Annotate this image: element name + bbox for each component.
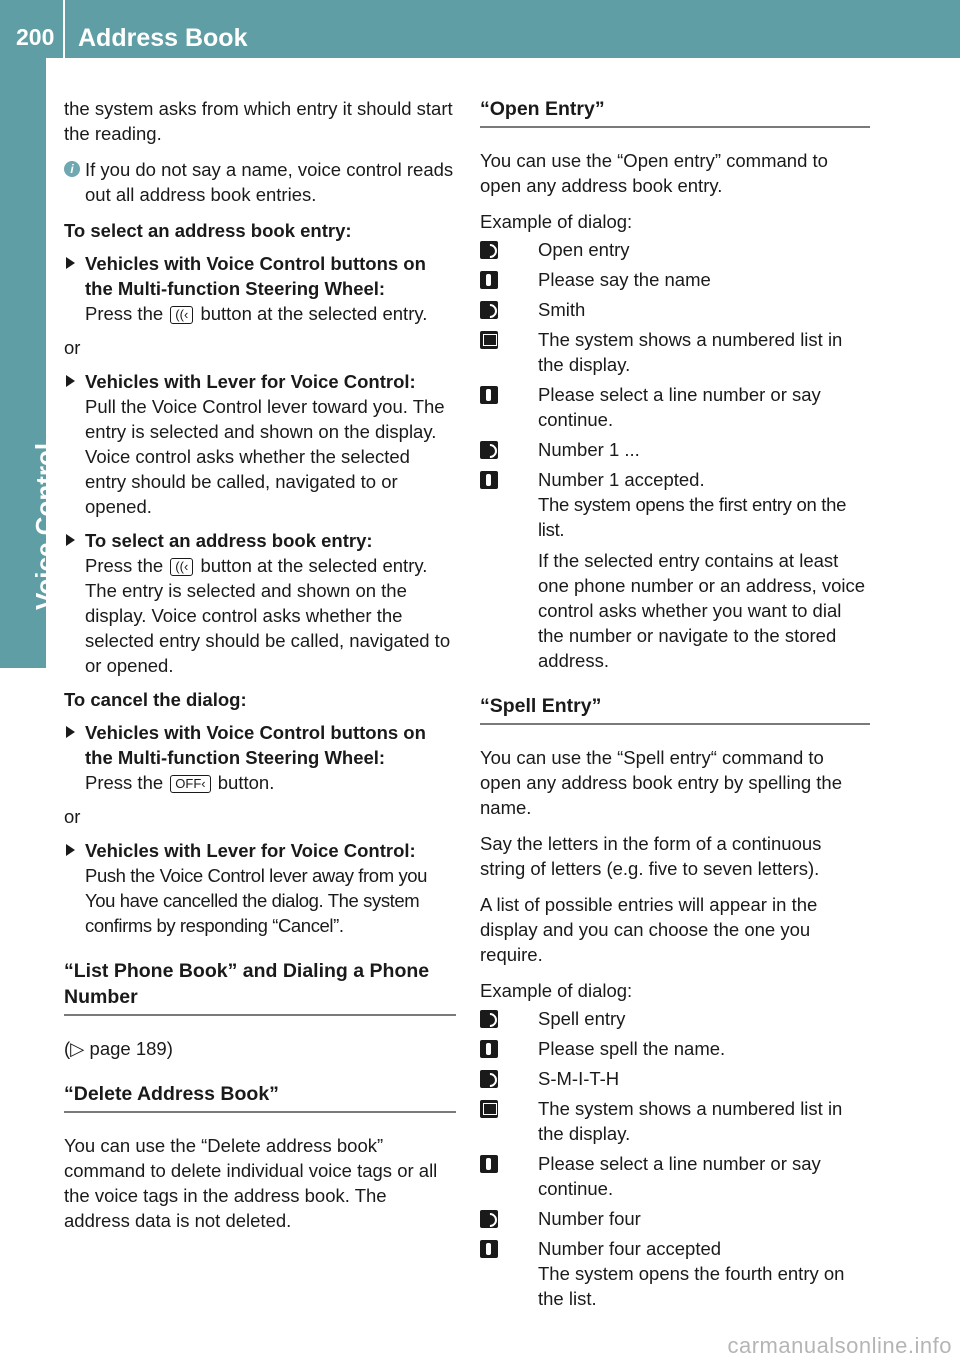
dialog-text: Open entry xyxy=(538,239,630,260)
section-heading-list-phone-book: “List Phone Book” and Dialing a Phone Number xyxy=(64,958,456,1016)
voice-button-icon: ((‹ xyxy=(170,306,193,324)
dialog-row xyxy=(480,1036,870,1061)
left-column xyxy=(64,96,456,1244)
step-arrow-icon xyxy=(66,844,75,856)
voice-input-icon xyxy=(480,1210,498,1228)
speech-output-icon xyxy=(480,1040,498,1058)
step-item xyxy=(64,838,456,938)
dialog-text: Number 1 ... xyxy=(538,439,640,460)
voice-button-icon: ((‹ xyxy=(170,558,193,576)
info-text: If you do not say a name, voice control reads out all address book entries. xyxy=(85,159,454,205)
step-item xyxy=(64,369,456,519)
dialog-row xyxy=(480,382,870,432)
dialog-text: Please say the name xyxy=(538,269,711,290)
step-text: Press the xyxy=(85,303,164,324)
dialog-row xyxy=(480,1236,870,1311)
select-heading: To select an address book entry: xyxy=(64,220,352,241)
dialog-row xyxy=(480,327,870,377)
voice-input-icon xyxy=(480,1010,498,1028)
dialog-subtext: The system opens the first entry on the list. xyxy=(538,494,847,540)
dialog-text: Number four xyxy=(538,1208,641,1229)
dialog-subtext: If the selected entry contains at least one phone number or an address, voice control asks whether you want to dial the number or navigate to the stored address. xyxy=(538,550,866,671)
speech-output-icon xyxy=(480,1155,498,1173)
dialog-example-label: Example of dialog: xyxy=(480,980,633,1001)
speech-output-icon xyxy=(480,471,498,489)
spell-entry-text: You can use the “Spell entry“ command to open any address book entry by spelling the name. xyxy=(480,747,843,818)
intro-text: the system asks from which entry it should start the reading. xyxy=(64,98,453,144)
voice-input-icon xyxy=(480,441,498,459)
step-text: The entry is selected and shown on the display. Voice control asks whether the selected entry should be called, navigated to or opened. xyxy=(85,580,451,676)
step-title: To select an address book entry: xyxy=(85,530,373,551)
step-text: button at the selected entry. xyxy=(200,303,428,324)
right-column xyxy=(480,96,870,1316)
voice-input-icon xyxy=(480,1070,498,1088)
spell-entry-text: Say the letters in the form of a continuous string of letters (e.g. five to seven letters). xyxy=(480,833,822,879)
dialog-row xyxy=(480,297,870,322)
dialog-row xyxy=(480,1066,870,1091)
dialog-text: Please select a line number or say continue. xyxy=(538,384,821,430)
dialog-example-label: Example of dialog: xyxy=(480,211,633,232)
dialog-text: Number four accepted xyxy=(538,1238,722,1259)
section-heading-open-entry: “Open Entry” xyxy=(480,96,870,128)
step-arrow-icon xyxy=(66,257,75,269)
side-tab-label: Voice Control xyxy=(30,442,60,610)
dialog-text: The system shows a numbered list in the display. xyxy=(538,1098,843,1144)
dialog-text: Smith xyxy=(538,299,586,320)
step-text: Press the xyxy=(85,772,164,793)
dialog-row xyxy=(480,237,870,262)
delete-text: You can use the “Delete address book” command to delete individual voice tags or all the voice tags in the address book. The address data is not deleted. xyxy=(64,1135,438,1231)
cancel-heading: To cancel the dialog: xyxy=(64,689,247,710)
voice-off-button-icon: OFF‹ xyxy=(170,775,210,793)
step-text: Press the xyxy=(85,555,164,576)
or-text: or xyxy=(64,337,81,358)
dialog-text: S-M-I-T-H xyxy=(538,1068,620,1089)
step-item xyxy=(64,251,456,326)
open-entry-text: You can use the “Open entry” command to open any address book entry. xyxy=(480,150,828,196)
header-divider xyxy=(63,0,65,58)
dialog-row xyxy=(480,1096,870,1146)
step-title: Vehicles with Lever for Voice Control: xyxy=(85,840,416,861)
step-title: Vehicles with Lever for Voice Control: xyxy=(85,371,416,392)
spell-entry-dialog xyxy=(480,1006,870,1311)
speech-output-icon xyxy=(480,271,498,289)
step-text: button. xyxy=(217,772,275,793)
display-icon xyxy=(480,1100,498,1118)
page-number: 200 xyxy=(16,24,55,50)
spell-entry-text: A list of possible entries will appear in the display and you can choose the one you require. xyxy=(480,894,818,965)
page-reference: (▷ page 189) xyxy=(64,1038,173,1059)
dialog-row xyxy=(480,267,870,292)
dialog-row xyxy=(480,467,870,673)
speech-output-icon xyxy=(480,1240,498,1258)
dialog-text: The system shows a numbered list in the display. xyxy=(538,329,843,375)
dialog-row xyxy=(480,1151,870,1201)
step-text: button at the selected entry. xyxy=(200,555,428,576)
dialog-text: Please select a line number or say continue. xyxy=(538,1153,821,1199)
voice-input-icon xyxy=(480,301,498,319)
dialog-text: Spell entry xyxy=(538,1008,626,1029)
dialog-row xyxy=(480,1006,870,1031)
step-item xyxy=(64,720,456,795)
page-title: Address Book xyxy=(78,24,248,52)
or-text: or xyxy=(64,806,81,827)
dialog-row xyxy=(480,437,870,462)
speech-output-icon xyxy=(480,386,498,404)
step-arrow-icon xyxy=(66,534,75,546)
step-arrow-icon xyxy=(66,375,75,387)
watermark: carmanualsonline.info xyxy=(727,1333,952,1358)
display-icon xyxy=(480,331,498,349)
step-title: Vehicles with Voice Control buttons on the Multi-function Steering Wheel: xyxy=(85,253,426,299)
step-arrow-icon xyxy=(66,726,75,738)
dialog-subtext: The system opens the fourth entry on the list. xyxy=(538,1263,845,1309)
open-entry-dialog xyxy=(480,237,870,673)
dialog-row xyxy=(480,1206,870,1231)
step-title: Vehicles with Voice Control buttons on the Multi-function Steering Wheel: xyxy=(85,722,426,768)
info-note xyxy=(64,157,456,207)
step-text: Push the Voice Control lever away from you You have cancelled the dialog. The system confirms by responding “Cancel”. xyxy=(85,865,428,936)
dialog-text: Please spell the name. xyxy=(538,1038,726,1059)
step-text: Pull the Voice Control lever toward you. The entry is selected and shown on the display. Voice control asks whether the selected entry should be called, navigated to or opened. xyxy=(85,396,445,517)
section-heading-spell-entry: “Spell Entry” xyxy=(480,693,870,725)
dialog-text: Number 1 accepted. xyxy=(538,469,705,490)
section-heading-delete-address-book: “Delete Address Book” xyxy=(64,1081,456,1113)
voice-input-icon xyxy=(480,241,498,259)
step-item xyxy=(64,528,456,678)
info-icon: i xyxy=(64,161,80,177)
